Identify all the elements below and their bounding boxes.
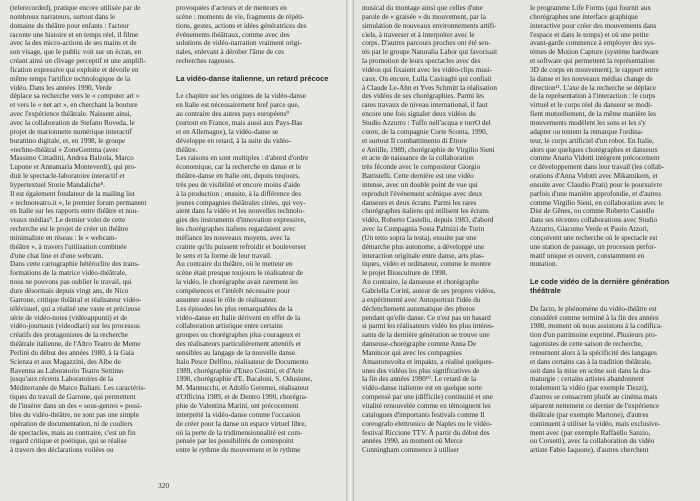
text-line: cuore, de la compagnie Corte Sconta, 1990, [362,127,488,136]
text-line: gies des instruments d'innovation expressive, [176,216,306,225]
text-line: d'une chat line et d'une webcam. [10,251,104,260]
text-line: formations de la matrice vidéo-théâtrale, [10,269,127,278]
text-line: artiste Fabio Iaquone), d'autres cherchent [530,446,649,455]
text-line: télévisuel, qui a réalisé une vaste et précieuse [10,304,141,313]
text-line: théâtre-danse en Italie ont, depuis toujours, [176,172,300,181]
text-line: la danse et les nouveaux médias change de [530,74,653,83]
text-line: série de vidéo-notes (vidéoappunti) et de [10,313,128,322]
text-line: des réalisateurs particulièrement attentifs et [176,340,301,349]
text-line: veaux médias⁹. Le dernier volet de cette [10,216,126,225]
text-line: à Claude Le-Ahn et Yves Schmitt la réalisation [362,83,497,92]
text-line: recherche est le projet de créer un théâtre [10,225,129,234]
text-line: avec la Compagnia Sosta Palmizi de Turin [362,225,485,234]
text-line: la fin des années 1990¹⁰. Le retard de la [362,375,477,384]
text-line: raconte une histoire et en temps réel, il filme [10,30,139,39]
text-line: nous ne pouvons pas oublier le travail, qui [10,278,132,287]
text-line: tions, gestes, actions et idées génératrices des [176,21,307,30]
text-line: unes des vidéos les plus significatives de [362,366,480,375]
text-line: considéré comme terminé à la fin des années [530,313,659,322]
text-line: regard critique et poétique, qui se réalise [10,437,127,446]
text-line: événements théâtraux, comme avec des [176,30,290,39]
text-line: matif unique et ouvert, constamment en [530,251,645,260]
text-line: chorégraphes une interface graphique [530,12,638,21]
text-line: simulation de nouveaux environnements artifi- [362,21,497,30]
text-line: et acte de naissance de la collaboration [362,154,474,163]
text-line: une station de passage, un processus perfor- [530,242,657,251]
text-line: Battistelli. Cette dernière est une vidéo [362,172,474,181]
text-line: vidéo-danse en Italie dérivent en effet de la [176,313,301,322]
text-line: compensé par une (difficile) continuité et une [362,393,493,402]
text-line: entre le rythme du mouvement et le rythme [176,446,301,455]
text-line: démarche plus autonome, a développé une [362,242,485,251]
text-line [176,84,336,93]
section-heading: La vidéo-danse italienne, un retard précoce [176,73,329,83]
text-line: à la production ; ensuite, à la différence des [176,189,301,198]
text-line: ensuite avec Claudio Prati) pour le poursuivre [530,180,663,189]
text-line: tiques du travail de Garrone, qui permettent [10,393,136,402]
text-line: les chorégraphes italiens regardaient avec [176,225,296,234]
text-line: développe en retard, à la suite du vidéo- [176,136,291,145]
text-line: tagonistes de cette saison de recherche, [530,340,643,349]
text-line: à travers des déclarations voilées ou [10,446,114,455]
text-line: Cunningham commence à utiliser [362,446,459,455]
text-line: déplace sa recherche vers le « computer art » [10,92,140,101]
text-line: créant ainsi un clivage perceptif et une amplifi- [10,57,146,66]
text-line: hypertextuel Storie Mandaliche⁸. [10,180,105,189]
text-line: d'autres se consacrent plutôt au cinéma mais [530,393,658,402]
text-line: 1980, moment où nous assistons à la codifica- [530,322,663,331]
text-line: M. Mannucchi, et Adolfo Geremei, réalisateur [176,384,309,393]
text-line: Ravenna au Laboratorio Teatro Settimo [10,366,124,375]
text-line: Garrone, critique théâtral et réalisateur vidéo- [10,295,142,304]
text-line: avec la collaboration de Stefano Roveda, le [10,118,135,127]
text-line: Dans cette cartographie hétéroclite des trans- [10,260,140,269]
text-line: et software qui permettent la représentation [530,57,655,66]
text-line: théâtre », à travers l'utilisation combinée [10,242,127,251]
text-line: théâtre. [176,145,198,154]
text-line: vitalité renouvelée comme en témoignent les [362,401,491,410]
text-line: totalement la vidéo (par exemple Tiezzi), [530,384,649,393]
text-line: sants de la dernière génération se trouve une [362,331,490,340]
text-line: interactive pour créer des mouvements dans [530,21,657,30]
text-line: a expérimenté avec Autoportrait l'idée du [362,295,481,304]
text-line: parfois d'une manière approfondie, et d'autres [530,189,662,198]
section-heading: Le code vidéo de la dernière génération [530,277,670,287]
text-line: danseuse-chorégraphe comme Anna De [362,340,476,349]
text-line: vidéos qui fixaient avec les vidéo-clips musi- [362,65,493,74]
text-line: avec la des micro-actions de ses mains et de [10,39,137,48]
text-line: tèmes de Motion Capture (système hardware [530,48,659,57]
text-line: bles du vidéo-théâtre, ne sont pas une simple [10,410,139,419]
text-line: teur, le corps artificiel d'un robot. En Italie, [530,136,654,145]
page-number: 320 [158,481,170,490]
text-line: le sens et la forme de leur travail. [176,251,272,260]
text-line: Scienza et aux Magazzini, des Albe de [10,357,121,366]
text-line: (Un tetto sopra la testa), ensuite par une [362,233,477,242]
text-line: théâtrale (par exemple Martone), d'autres [530,410,649,419]
text-line: très féconde avec le compositeur Giorgio [362,163,481,172]
text-line: aient dans la vidéo et les nouvelles technolo- [176,207,305,216]
text-line: danseurs et deux écrans. Parmi les rares [362,198,477,207]
text-line: opération de documentation, ni de couliers [10,419,133,428]
text-line: comme Virgilio Sieni, en collaboration avec le [530,198,664,207]
text-line: burattino digitale, et, en 1998, le groupe [10,136,126,145]
text-line: Gabriella Corini, auteur de ses propres vidéos, [362,287,496,295]
text-line: domaine du théâtre pour enfants : l'acteur [10,21,130,30]
text-line [530,296,690,305]
text-line: festival Riccione TTV. À partir du début des [362,428,490,437]
text-line: nombreux narrateurs, surtout dans le [10,12,116,21]
text-line: comme Anaria Vidotti intègrent précocement [530,154,660,163]
text-line: ciels, à traverser et à interpréter avec le [362,30,475,39]
text-line: sensibles au langage de la nouvelle danse. [176,348,297,357]
text-column-2 [176,4,336,455]
text-line: fication expressive qui exploite et dévoile en [10,65,139,74]
text-line: soit dans la mise en scène soit dans la dra- [530,366,652,375]
text-line: maturgie : certains artistes abandonnent [530,375,645,384]
text-line: Italo Pesce Delfino, réalisateur de Documento [176,357,309,366]
text-line: 1989, chorégraphie d'Enzo Cosimi, et d'Arie [176,366,304,375]
text-line: d'Officina 1989, et de Dentro 1990, chorégra- [176,393,308,402]
text-line: ou Corsetti), avec la collaboration du vidéo [530,437,655,446]
text-line: jusqu'aux récents Laboratoires de la [10,375,114,384]
text-line: coreografo elettronico de Naples ou le vidéo- [362,419,493,428]
text-line: vidéo. Dans les années 1990, Verde [10,83,112,92]
text-line: orations d'Anna Vidotti avec Mikamikem, et [530,172,658,181]
text-line: interaction originale entre danse, arts plas- [362,251,485,260]
text-line: rares travaux de niveau international, il faut [362,101,488,110]
text-line: la promotion de leurs spectacles avec des [362,57,481,66]
text-line: encore une fois signaler deux vidéos du [362,110,476,119]
text-line: duit le spectacle-laboratoire interactif et [10,172,125,181]
text-line: « technoteatro.it », le premier forum permanent [10,198,147,207]
text-line: intense, avec un double point de vue qui [362,180,478,189]
text-line: Azzurro, Giacomo Verde et Paolo Atzori, [530,225,649,234]
text-line: corps. D'autres parcours proches ont été sen- [362,39,491,48]
text-line: caux. On encore, Lulla Casiraghi qui confiait [362,74,492,83]
text-line: 1990, chorégraphie d'E. Bacaloni, S. Odusiune, [176,375,313,384]
text-line: reproduit l'événement scénique avec deux [362,189,483,198]
text-line: mouvements modèlent les sons et les s'y [530,118,646,127]
text-line: où la perte de la tridimensionnalité est com- [176,428,303,437]
text-line: années 1990, au moment où Merce [362,437,463,446]
text-line: alors que quelques chorégraphes et danseurs [530,145,658,154]
text-line: scène était presque toujours le réalisateur de [176,269,303,278]
text-line: en Italie est nécessairement bref parce que, [176,101,300,110]
text-line: vidéo-danse italienne est en quelque sorte [362,384,482,393]
text-line: l'espace et dans le temps) et où une petite [530,30,649,39]
text-line: collaboration artistique entre certains [176,322,283,331]
text-line: de la représentation à l'interaction : le corps [530,92,656,101]
text-line: assumer aussi le rôle de réalisateur. [176,295,278,304]
text-line: tés par le groupe Naturalia Labor qui favorisait [362,48,498,57]
text-line: et vers le « net art », en cherchant la bouture [10,101,138,110]
text-line: minimaliste en réseau : le « webcam- [10,233,117,242]
text-line: chorégraphes italiens qui utilisent les écrans [362,207,489,216]
text-column-1 [10,4,170,455]
text-line: le programme Life Forms (qui fournit aux [530,4,651,12]
text-line: 3D de corps en mouvement), le rapport entre [530,65,659,74]
text-line: scène : moments de vie, fragments de répéti- [176,12,305,21]
text-line: interprété la vidéo-danse comme l'occasion [176,410,301,419]
text-line: méfiance les nouveaux moyens, avec la [176,233,290,242]
text-line: Au contraire du théâtre, où le metteur en [176,260,293,269]
text-line: de l'insérer dans un des « sous-genres » possi- [10,401,143,410]
text-line: ment avec (par exemple Raffaello Sanzio, [530,428,651,437]
text-line: tiques, vidéo et ordinateur, comme le montre [362,260,491,269]
text-line: et surtout Il combattimento di Ettore [362,136,467,145]
section-heading: théâtrale [530,286,561,295]
text-line: ce développement dans leur travail (les collab- [530,163,665,172]
text-line: très peu de visibilité et encore moins d'aide [176,180,301,189]
book-gutter [346,0,354,501]
text-line: avec l'expérience théâtrale. Naissent ainsi, [10,110,132,119]
text-line: parole de « graisée » du mouvement, par la [362,12,486,21]
text-line: dure désormais depuis vingt ans, de Nico [10,287,129,295]
text-line: Il est également fondateur de la mailing list [10,189,135,198]
text-line: compétences et l'intérêt nécessaire pour [176,287,290,295]
text-line: solutions de vidéo-narration vraiment origi- [176,39,302,48]
text-line: Manincor qui avec les compagnies [362,348,462,357]
text-line: Lupone et Annamaria Monteverdi), qui pro- [10,163,137,172]
text-line: son visage, que le public voit sur un écran, en [10,48,142,57]
text-line: Méditerranée de Marco Baliani. Les caractéris- [10,384,146,393]
text-line: Le chapitre sur les origines de la vidéo-danse [176,92,306,101]
text-line: de spectacles, mais au contraire, c'est un fin [10,428,136,437]
text-line: phie de Valentina Marini, ont précocement [176,401,299,410]
text-line: (telerecorded), pratique encore utilisée par de [10,4,141,12]
text-line: e Aniille, 1989, chorégraphie de Virgilio Sieni [362,145,495,154]
text-line: musical du montage ainsi que celles d'une [362,4,483,12]
text-line: vidéo, Roberto Castello, depuis 1983, d'abord [362,216,494,225]
text-line: mutation. [530,260,558,269]
text-line: même temps l'artifice technologique de la [10,74,131,83]
text-line: retournent alors à la spécificité des langages [530,348,657,357]
text-line: des vidéos de ses chorégraphies. Parmi les [362,92,484,101]
text-line: De facto, le phénomène du vidéo-théâtre est [530,304,657,313]
text-line: projet de marionnette numérique interactif [10,127,132,136]
text-line: et dans certains cas à la tradition théâtrale, [530,357,652,366]
text-line: fient mutuellement, de la même manière les [530,110,656,119]
text-line: la vidéo, le chorégraphe avait rarement les [176,278,298,287]
text-line: Studio Azzurro : Tuffo nell'acqua e torrO del [362,118,491,127]
text-line: en Italie sur les rapports entre théâtre et nou- [10,207,139,216]
text-line: continuent à utiliser la vidéo, mais exclusive- [530,419,661,428]
text-line: conçoivent une recherche où le spectacle est [530,233,658,242]
text-column-3 [362,4,522,455]
text-line: théâtrale italienne, de l'Altro Teatro de Meme [10,340,141,349]
text-line: Dist de Gênes, ou comme Roberto Castello [530,207,655,216]
text-line: (surtout en France, mais aussi aux Pays-Bas [176,118,303,127]
text-line: jeunes compagnies théâtrales citées, qui voy- [176,198,306,207]
text-line: Au contraire, la danseuse et chorégraphe [362,278,479,287]
text-line: nales, enlevant à dérober l'âme de ces [176,48,285,57]
text-line: adapter ou tentent la remarque l'ordina- [530,127,644,136]
text-line: économique, car la recherche en danse et le [176,163,301,172]
text-line: virtuel et le corps réel du danseur se modi- [530,101,653,110]
text-line: avant-garde commence à employer des sys- [530,39,656,48]
text-line: le projet Biosculture de 1998. [362,269,448,278]
text-line: pendant qu'elle danse. Ce n'est pas un hasard [362,313,491,322]
text-line: séparent nettement ce dernier de l'expérience [530,401,660,410]
text-line: Amastonsvolta et impakts, a réalisé quelques- [362,357,494,366]
text-line: si parmi les réalisateurs vidéo les plus intéres- [362,322,495,331]
text-line: au contraire des autres pays européens⁰ [176,110,290,119]
text-column-4 [530,4,690,455]
text-line: vidéo-journaux (videodiari) sur les processus [10,322,140,331]
text-line: groupes ou chorégraphes plus courageux et [176,331,301,340]
text-line: et en Allemagne), la vidéo-danse se [176,127,279,136]
text-line: catalogues d'importants festivals comme Il [362,410,485,419]
text-line: provoquées d'acteurs et de metteurs en [176,4,287,12]
text-line: Les raisons en sont multiples : d'abord d'ordre [176,154,309,163]
text-line: «techno-théâtral » ZoneGemma (avec [10,145,119,154]
text-line: dans ses récentes collaborations avec Studio [530,216,658,225]
text-line: direction¹¹. L'axe de la recherche se déplace [530,83,656,92]
text-line: recherches rageuses. [176,57,236,66]
text-line: Massimo Cittadini, Andrea Balzola, Marco [10,154,134,163]
text-line: pensée par les possibilités de contrepoint [176,437,294,446]
text-line: créatifs des protagonistes de la recherche [10,331,128,340]
text-line: crainte qu'ils puissent refroidir et bouleverser [176,242,307,251]
text-line: Les épisodes les plus remarquables de la [176,304,293,313]
text-line: de créer pour la danse un espace virtuel libre, [176,419,307,428]
text-line: Perlini du début des années 1980, à la Gaia [10,348,134,357]
text-line: tion d'un patrimoine exprimé. Plusieurs pro- [530,331,658,340]
text-line: déclenchement automatique des photos [362,304,475,313]
